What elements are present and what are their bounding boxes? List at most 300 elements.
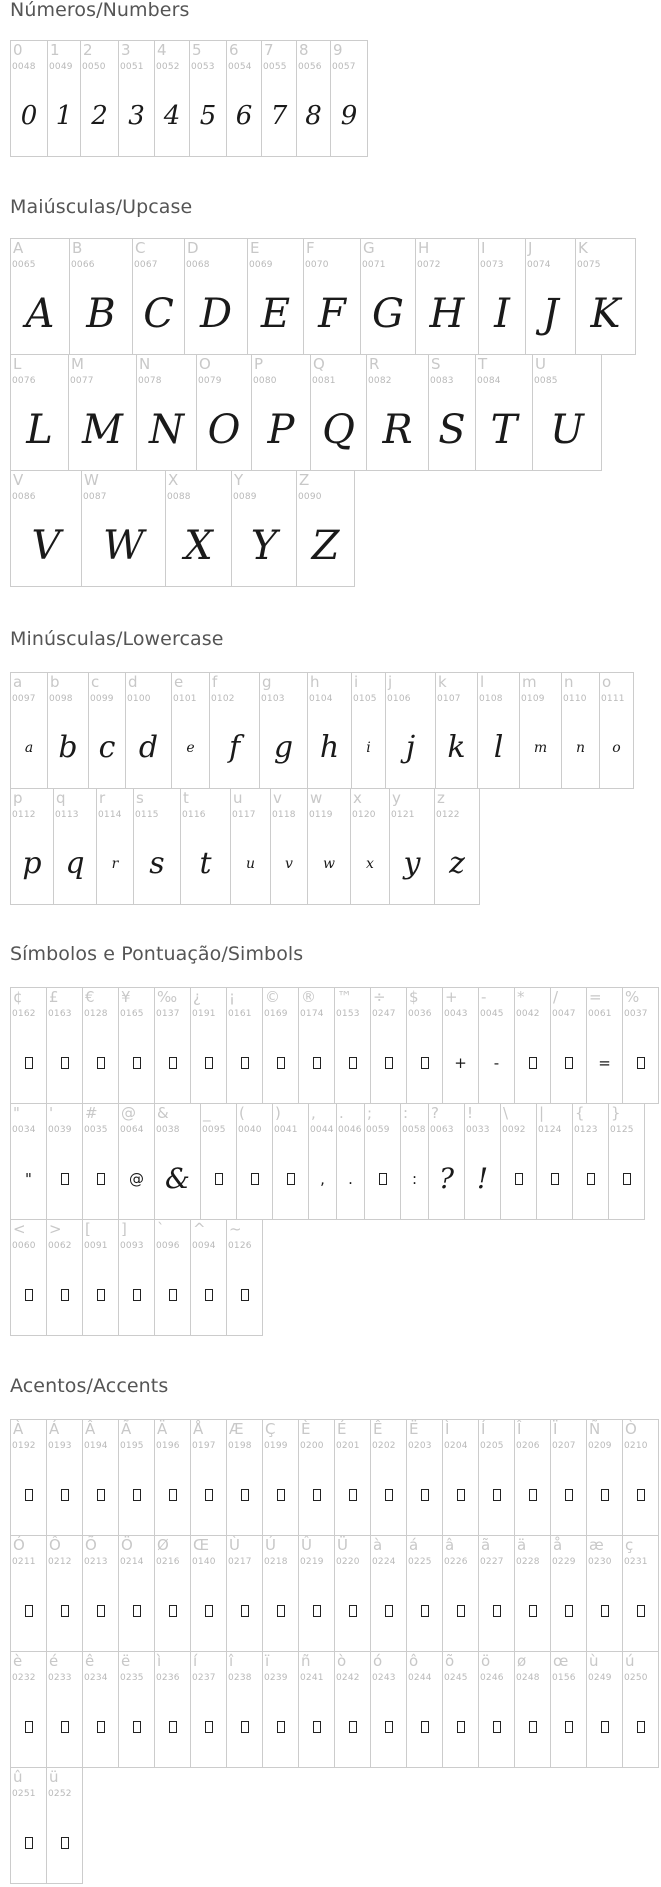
section-title-lowercase: Minúsculas/Lowercase (10, 628, 224, 650)
glyph-cell (134, 789, 181, 905)
glyph-label: m (522, 673, 537, 691)
glyph-sample: r (111, 856, 119, 872)
missing-glyph-box (587, 1460, 622, 1530)
glyph-label: 1 (50, 41, 60, 59)
glyph-code: 0248 (516, 1673, 540, 1683)
glyph-code: 0105 (353, 694, 377, 704)
glyph-label: [ (85, 1220, 91, 1238)
glyph-cell (54, 789, 97, 905)
glyph-sample: O (207, 407, 241, 453)
missing-glyph-box (573, 1144, 608, 1214)
glyph-row (11, 673, 634, 789)
glyph-label: T (478, 355, 488, 373)
glyph-cell (191, 1652, 227, 1768)
missing-glyph-box (515, 1692, 550, 1762)
glyph-code: 0104 (309, 694, 333, 704)
glyph-sample: S (438, 407, 466, 453)
missing-glyph-box (119, 1460, 154, 1530)
glyph-label: = (589, 988, 602, 1006)
glyph-row (11, 41, 368, 157)
glyph-cell (185, 239, 248, 355)
section-title-upcase: Maiúsculas/Upcase (10, 196, 193, 218)
glyph-label: ` (157, 1220, 165, 1238)
glyph-sample: ! (476, 1162, 489, 1195)
glyph-sample: I (494, 291, 510, 337)
glyph-label: k (438, 673, 447, 691)
glyph-sample: L (26, 407, 53, 453)
missing-glyph-box (11, 1028, 46, 1098)
glyph-cell (166, 471, 232, 587)
glyph-sample: + (454, 1053, 467, 1072)
missing-glyph-box (407, 1460, 442, 1530)
glyph-code: 0199 (264, 1441, 288, 1451)
glyph-cell (311, 355, 367, 471)
missing-glyph-box (191, 1028, 226, 1098)
glyph-code: 0076 (12, 376, 36, 386)
missing-glyph-box (11, 1576, 46, 1646)
glyph-cell (623, 988, 659, 1104)
glyph-label: Ô (49, 1536, 61, 1554)
glyph-cell (119, 1652, 155, 1768)
missing-glyph-box (551, 1692, 586, 1762)
missing-glyph-box (537, 1144, 572, 1214)
glyph-label: £ (49, 988, 59, 1006)
glyph-label: ¢ (13, 988, 23, 1006)
missing-glyph-box (191, 1460, 226, 1530)
glyph-label: œ (553, 1652, 569, 1670)
glyph-sample: t (199, 846, 212, 881)
missing-glyph-box (119, 1576, 154, 1646)
glyph-label: _ (203, 1104, 211, 1122)
glyph-sample: E (260, 291, 291, 337)
glyph-label: i (354, 673, 359, 691)
missing-glyph-box (47, 1692, 82, 1762)
glyph-code: 0218 (264, 1557, 288, 1567)
glyph-code: 0057 (332, 62, 356, 72)
glyph-cell (227, 1420, 263, 1536)
glyph-label: ÷ (373, 988, 386, 1006)
glyph-label: ó (373, 1652, 383, 1670)
glyph-sample: 4 (163, 101, 181, 131)
glyph-code: 0036 (408, 1009, 432, 1019)
glyph-cell (47, 1104, 83, 1220)
glyph-label: t (183, 789, 189, 807)
glyph-code: 0082 (368, 376, 392, 386)
glyph-label: 5 (192, 41, 202, 59)
glyph-cell (227, 1220, 263, 1336)
missing-glyph-box (47, 1460, 82, 1530)
glyph-label: 4 (157, 41, 167, 59)
glyph-cell (335, 988, 371, 1104)
glyph-label: O (199, 355, 211, 373)
section-title-symbols: Símbolos e Pontuação/Simbols (10, 943, 304, 965)
glyph-cell (191, 1220, 227, 1336)
glyph-label: ë (121, 1652, 131, 1670)
glyph-code: 0043 (444, 1009, 468, 1019)
missing-glyph-box (371, 1028, 406, 1098)
glyph-code: 0037 (624, 1009, 648, 1019)
glyph-cell (126, 673, 172, 789)
glyph-label: æ (589, 1536, 604, 1554)
glyph-code: 0107 (437, 694, 461, 704)
glyph-label: Ò (625, 1420, 637, 1438)
glyph-sample: v (285, 856, 293, 872)
glyph-sample: 6 (235, 101, 253, 131)
glyph-label: L (13, 355, 22, 373)
glyph-sample: n (575, 740, 586, 756)
glyph-code: 0065 (12, 260, 36, 270)
glyph-cell (237, 1104, 273, 1220)
glyph-code: 0235 (120, 1673, 144, 1683)
glyph-code: 0070 (305, 260, 329, 270)
glyph-cell (47, 988, 83, 1104)
glyph-grid-accents (10, 1419, 659, 1884)
glyph-label: h (310, 673, 320, 691)
glyph-label: û (13, 1768, 23, 1786)
missing-glyph-box (515, 1576, 550, 1646)
missing-glyph-box (371, 1576, 406, 1646)
glyph-cell (478, 673, 520, 789)
missing-glyph-box (11, 1692, 46, 1762)
glyph-sample: Z (311, 523, 340, 569)
glyph-label: q (56, 789, 66, 807)
glyph-code: 0217 (228, 1557, 252, 1567)
glyph-cell (155, 988, 191, 1104)
glyph-cell (83, 1420, 119, 1536)
glyph-cell (337, 1104, 365, 1220)
glyph-label: Ñ (589, 1420, 601, 1438)
glyph-label: n (564, 673, 574, 691)
glyph-code: 0115 (135, 810, 159, 820)
glyph-cell (551, 1536, 587, 1652)
missing-glyph-box (443, 1576, 478, 1646)
glyph-label: y (392, 789, 401, 807)
glyph-cell (551, 988, 587, 1104)
glyph-code: 0205 (480, 1441, 504, 1451)
glyph-code: 0110 (563, 694, 587, 704)
glyph-label: ò (337, 1652, 347, 1670)
glyph-sample: : (411, 1169, 418, 1188)
glyph-cell (371, 988, 407, 1104)
glyph-sample: T (490, 407, 518, 453)
glyph-cell (465, 1104, 501, 1220)
glyph-label: 8 (299, 41, 309, 59)
glyph-code: 0093 (120, 1241, 144, 1251)
glyph-label: Ê (373, 1420, 383, 1438)
glyph-code: 0089 (233, 492, 257, 502)
glyph-cell (201, 1104, 237, 1220)
missing-glyph-box (119, 1028, 154, 1098)
glyph-code: 0119 (309, 810, 333, 820)
glyph-cell (172, 673, 210, 789)
glyph-cell (331, 41, 368, 157)
glyph-code: 0243 (372, 1673, 396, 1683)
glyph-label: : (403, 1104, 409, 1122)
glyph-label: Ä (157, 1420, 168, 1438)
glyph-label: õ (445, 1652, 455, 1670)
missing-glyph-box (335, 1576, 370, 1646)
glyph-label: Y (234, 471, 244, 489)
glyph-label: ™ (337, 988, 352, 1006)
glyph-row (11, 1220, 659, 1336)
glyph-label: Ã (121, 1420, 132, 1438)
glyph-cell (443, 1652, 479, 1768)
glyph-label: è (13, 1652, 23, 1670)
glyph-label: \ (503, 1104, 509, 1122)
glyph-code: 0073 (480, 260, 504, 270)
glyph-label: v (273, 789, 282, 807)
glyph-cell (308, 673, 352, 789)
glyph-label: W (84, 471, 99, 489)
glyph-code: 0236 (156, 1673, 180, 1683)
glyph-label: J (528, 239, 533, 257)
glyph-code: 0216 (156, 1557, 180, 1567)
glyph-label: l (480, 673, 485, 691)
glyph-grid-symbols (10, 987, 659, 1336)
glyph-code: 0204 (444, 1441, 468, 1451)
glyph-label: 6 (229, 41, 239, 59)
missing-glyph-box (191, 1576, 226, 1646)
missing-glyph-box (227, 1576, 262, 1646)
glyph-cell (371, 1536, 407, 1652)
glyph-row (11, 1652, 659, 1768)
glyph-label: o (602, 673, 612, 691)
glyph-cell (576, 239, 636, 355)
glyph-label: N (139, 355, 151, 373)
glyph-code: 0113 (55, 810, 79, 820)
missing-glyph-box (365, 1144, 400, 1214)
glyph-code: 0100 (127, 694, 151, 704)
glyph-label: ® (301, 988, 316, 1006)
glyph-cell (515, 1536, 551, 1652)
glyph-sample: 3 (128, 101, 145, 131)
glyph-label: Ú (265, 1536, 276, 1554)
glyph-label: ‰ (157, 988, 178, 1006)
missing-glyph-box (155, 1460, 190, 1530)
missing-glyph-box (299, 1460, 334, 1530)
glyph-row (11, 1420, 659, 1536)
glyph-label: x (353, 789, 362, 807)
missing-glyph-box (191, 1260, 226, 1330)
glyph-code: 0169 (264, 1009, 288, 1019)
glyph-code: 0207 (552, 1441, 576, 1451)
glyph-label: ì (157, 1652, 162, 1670)
missing-glyph-box (47, 1808, 82, 1878)
glyph-label: å (553, 1536, 563, 1554)
glyph-label: Ó (13, 1536, 25, 1554)
glyph-label: é (49, 1652, 59, 1670)
glyph-cell (309, 1104, 337, 1220)
glyph-label: { (575, 1104, 585, 1122)
glyph-code: 0229 (552, 1557, 576, 1567)
glyph-label: ¥ (121, 988, 131, 1006)
glyph-cell (83, 988, 119, 1104)
glyph-cell (429, 355, 476, 471)
glyph-grid-lowercase (10, 672, 634, 905)
glyph-cell (443, 988, 479, 1104)
glyph-code: 0118 (272, 810, 296, 820)
glyph-cell (335, 1652, 371, 1768)
glyph-code: 0081 (312, 376, 336, 386)
glyph-cell (89, 673, 126, 789)
glyph-label: % (625, 988, 640, 1006)
glyph-cell (308, 789, 351, 905)
glyph-sample: , (320, 1169, 325, 1188)
glyph-code: 0163 (48, 1009, 72, 1019)
missing-glyph-box (47, 1576, 82, 1646)
glyph-label: R (369, 355, 380, 373)
glyph-cell (260, 673, 308, 789)
glyph-code: 0054 (228, 62, 252, 72)
glyph-row (11, 1768, 659, 1884)
glyph-code: 0101 (173, 694, 197, 704)
glyph-cell (551, 1420, 587, 1536)
glyph-sample: k (447, 730, 466, 765)
missing-glyph-box (479, 1692, 514, 1762)
glyph-cell (11, 239, 70, 355)
glyph-label: V (13, 471, 24, 489)
glyph-cell (227, 1536, 263, 1652)
glyph-row (11, 239, 636, 355)
glyph-code: 0106 (387, 694, 411, 704)
glyph-cell (436, 673, 478, 789)
glyph-code: 0039 (48, 1125, 72, 1135)
glyph-row (11, 988, 659, 1104)
glyph-cell (11, 1768, 47, 1884)
section-title-numbers: Números/Numbers (10, 0, 190, 21)
glyph-cell (83, 1652, 119, 1768)
glyph-cell (155, 1536, 191, 1652)
glyph-code: 0111 (601, 694, 625, 704)
glyph-code: 0120 (352, 810, 376, 820)
glyph-label: È (301, 1420, 311, 1438)
glyph-label: D (187, 239, 199, 257)
glyph-label: € (85, 988, 95, 1006)
glyph-sample: l (493, 730, 504, 765)
glyph-code: 0161 (228, 1009, 252, 1019)
glyph-label: ñ (301, 1652, 311, 1670)
glyph-code: 0225 (408, 1557, 432, 1567)
glyph-cell (155, 1420, 191, 1536)
glyph-sample: c (98, 730, 116, 765)
glyph-label: r (99, 789, 106, 807)
glyph-cell (69, 355, 137, 471)
missing-glyph-box (83, 1576, 118, 1646)
missing-glyph-box (371, 1460, 406, 1530)
missing-glyph-box (515, 1460, 550, 1530)
glyph-code: 0209 (588, 1441, 612, 1451)
glyph-cell (97, 789, 134, 905)
glyph-code: 0092 (502, 1125, 526, 1135)
glyph-code: 0049 (49, 62, 73, 72)
glyph-sample: u (245, 856, 256, 872)
glyph-code: 0068 (186, 260, 210, 270)
glyph-sample: o (612, 740, 621, 756)
glyph-code: 0239 (264, 1673, 288, 1683)
glyph-code: 0034 (12, 1125, 36, 1135)
glyph-cell (82, 471, 166, 587)
missing-glyph-box (407, 1028, 442, 1098)
missing-glyph-box (83, 1692, 118, 1762)
glyph-cell (47, 1768, 83, 1884)
glyph-cell (48, 673, 89, 789)
glyph-cell (361, 239, 416, 355)
glyph-cell (537, 1104, 573, 1220)
missing-glyph-box (263, 1028, 298, 1098)
glyph-label: & (157, 1104, 169, 1122)
glyph-cell (263, 1652, 299, 1768)
glyph-label: M (71, 355, 84, 373)
glyph-sample: 1 (55, 101, 73, 131)
glyph-cell (137, 355, 197, 471)
glyph-cell (476, 355, 533, 471)
missing-glyph-box (443, 1460, 478, 1530)
missing-glyph-box (155, 1576, 190, 1646)
glyph-code: 0226 (444, 1557, 468, 1567)
missing-glyph-box (335, 1028, 370, 1098)
glyph-cell (181, 789, 231, 905)
glyph-code: 0125 (610, 1125, 634, 1135)
glyph-sample: m (533, 740, 548, 756)
missing-glyph-box (515, 1028, 550, 1098)
glyph-code: 0072 (417, 260, 441, 270)
missing-glyph-box (479, 1576, 514, 1646)
missing-glyph-box (299, 1028, 334, 1098)
glyph-code: 0244 (408, 1673, 432, 1683)
glyph-cell (119, 1220, 155, 1336)
glyph-code: 0094 (192, 1241, 216, 1251)
glyph-cell (11, 1652, 47, 1768)
glyph-sample: ? (438, 1162, 454, 1195)
glyph-sample: X (184, 523, 213, 569)
glyph-cell (119, 988, 155, 1104)
glyph-sample: H (429, 291, 465, 337)
glyph-cell (533, 355, 602, 471)
glyph-row (11, 355, 636, 471)
glyph-code: 0097 (12, 694, 36, 704)
glyph-cell (623, 1420, 659, 1536)
glyph-code: 0214 (120, 1557, 144, 1567)
glyph-cell (365, 1104, 401, 1220)
glyph-label: ? (431, 1104, 439, 1122)
missing-glyph-box (335, 1692, 370, 1762)
glyph-code: 0086 (12, 492, 36, 502)
glyph-code: 0069 (249, 260, 273, 270)
glyph-code: 0128 (84, 1009, 108, 1019)
glyph-code: 0203 (408, 1441, 432, 1451)
glyph-label: + (445, 988, 458, 1006)
glyph-label: A (13, 239, 24, 257)
glyph-label: Ç (265, 1420, 276, 1438)
missing-glyph-box (587, 1576, 622, 1646)
glyph-label: c (91, 673, 100, 691)
glyph-cell (227, 41, 262, 157)
glyph-code: 0227 (480, 1557, 504, 1567)
glyph-label: } (611, 1104, 621, 1122)
missing-glyph-box (155, 1692, 190, 1762)
glyph-code: 0108 (479, 694, 503, 704)
glyph-cell (248, 239, 304, 355)
glyph-cell (133, 239, 185, 355)
glyph-cell (429, 1104, 465, 1220)
glyph-cell (515, 988, 551, 1104)
glyph-code: 0245 (444, 1673, 468, 1683)
glyph-label: Œ (193, 1536, 210, 1554)
glyph-label: - (481, 988, 487, 1006)
glyph-cell (11, 355, 69, 471)
glyph-label: Û (301, 1536, 312, 1554)
glyph-code: 0153 (336, 1009, 360, 1019)
